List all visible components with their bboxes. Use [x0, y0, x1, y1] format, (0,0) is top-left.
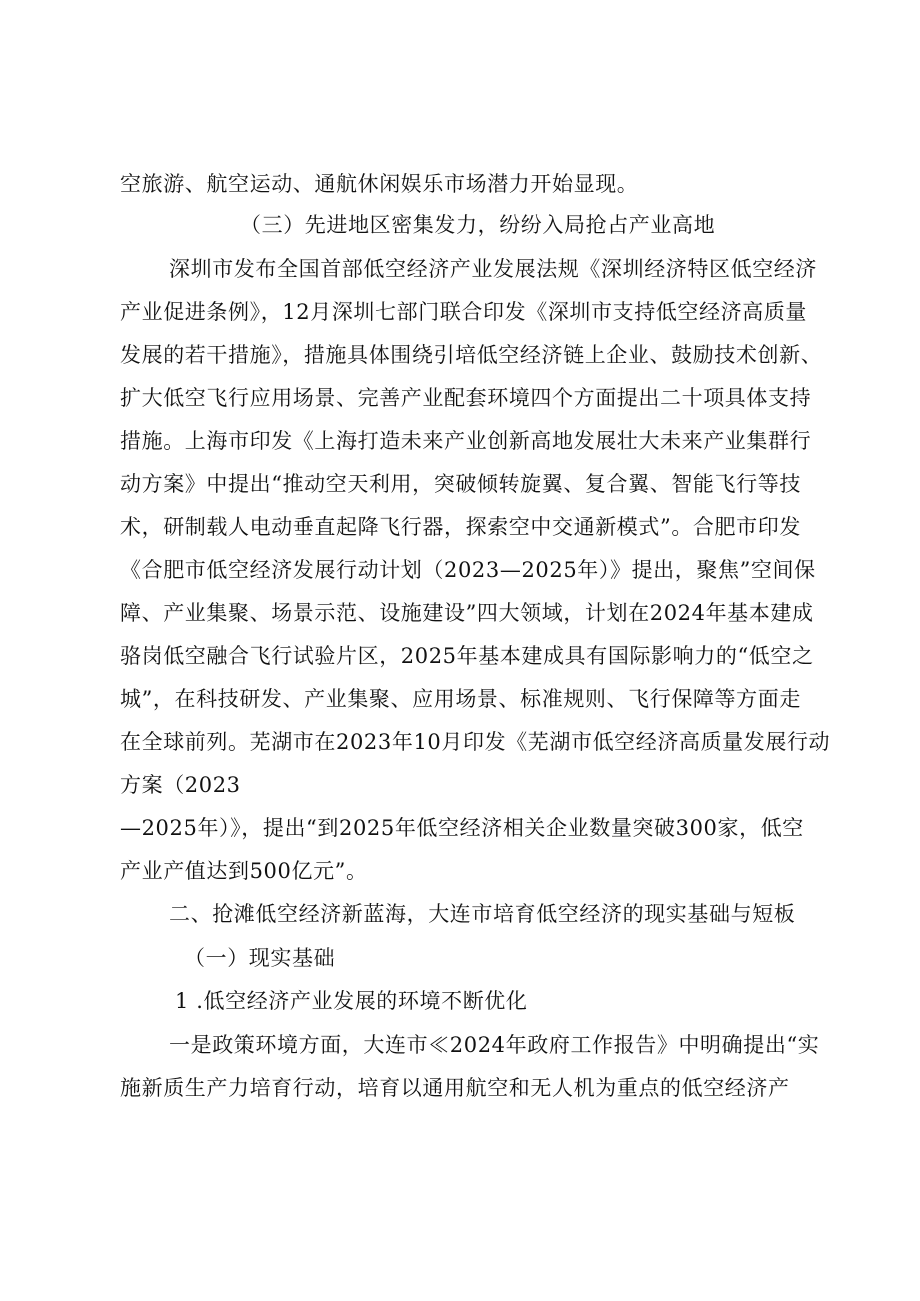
body-text-line: 产业产值达到500亿元”。: [120, 859, 368, 883]
body-text-line: 城”，在科技研发、产业集聚、应用场景、标准规则、飞行保障等方面走: [120, 687, 801, 711]
chapter-heading: 二、抢滩低空经济新蓝海，大连市培育低空经济的现实基础与短板: [169, 902, 796, 926]
body-text-line: 障、产业集聚、场景示范、设施建设”四大领域，计划在2024年基本建成: [120, 601, 814, 625]
body-text-line: —2025年）》，提出“到2025年低空经济相关企业数量突破300家，低空: [120, 816, 804, 840]
subsection-heading: （一）现实基础: [184, 946, 336, 970]
body-text-line: 方案（2023: [120, 773, 241, 797]
body-text-line: 《合肥市低空经济发展行动计划（2023—2025年）》提出，聚焦”空间保: [120, 558, 816, 582]
body-text-line: 发展的若干措施》，措施具体围绕引培低空经济链上企业、鼓励技术创新、: [120, 343, 823, 367]
body-text-line: 施新质生产力培育行动，培育以通用航空和无人机为重点的低空经济产: [120, 1076, 790, 1100]
body-text-line: 一是政策环境方面，大连市≪2024年政府工作报告》中明确提出“实: [169, 1033, 820, 1057]
body-text-line: 扩大低空飞行应用场景、完善产业配套环境四个方面提出二十项具体支持: [120, 386, 812, 410]
body-text-line: 在全球前列。芜湖市在2023年10月印发《芜湖市低空经济高质量发展行动: [120, 730, 831, 754]
body-text-line: 深圳市发布全国首部低空经济产业发展法规《深圳经济特区低空经济: [169, 257, 817, 281]
body-text-line: 动方案》中提出“推动空天利用，突破倾转旋翼、复合翼、智能飞行等技: [120, 472, 801, 496]
body-text-line: 术，研制载人电动垂直起降飞行器，探索空中交通新模式”。合肥市印发: [120, 515, 801, 539]
body-text-line: 措施。上海市印发《上海打造未来产业创新高地发展壮大未来产业集群行: [120, 429, 812, 453]
body-text-line: 空旅游、航空运动、通航休闲娱乐市场潜力开始显现。: [120, 172, 639, 196]
numbered-heading: 1 .低空经济产业发展的环境不断优化: [175, 989, 528, 1013]
body-text-line: 产业促进条例》，12月深圳七部门联合印发《深圳市支持低空经济高质量: [120, 300, 808, 324]
body-text-line: 骆岗低空融合飞行试验片区，2025年基本建成具有国际影响力的“低空之: [120, 644, 814, 668]
section-heading: （三）先进地区密集发力，纷纷入局抢占产业高地: [240, 213, 716, 237]
